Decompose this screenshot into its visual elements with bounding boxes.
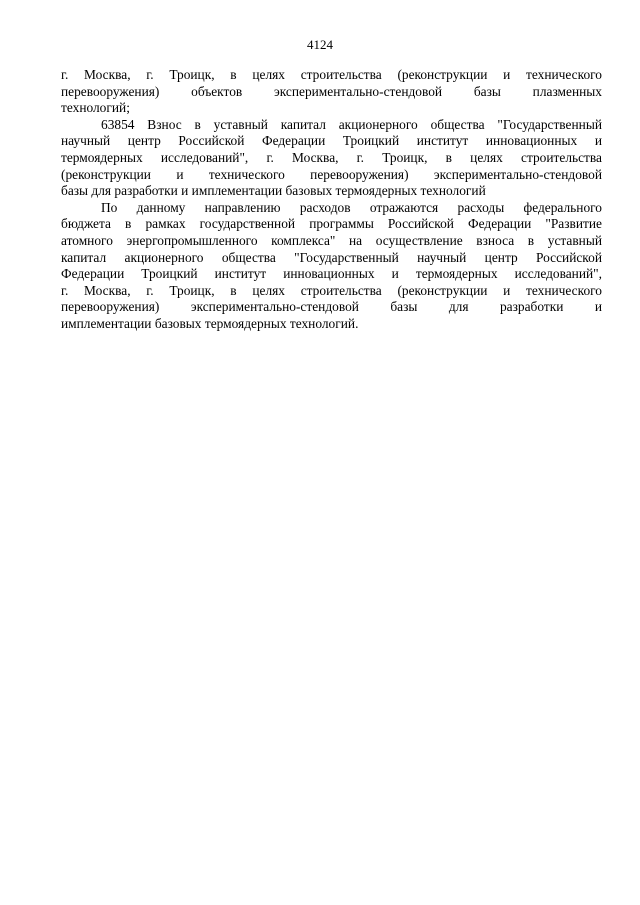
paragraph-2-line: базы для разработки и имплементации базовых термоядерных технологий xyxy=(61,183,486,199)
paragraph-3-line: атомного энергопромышленного комплекса" на осуществление взноса в уставный xyxy=(61,232,602,248)
paragraph-2-line: (реконструкции и технического перевооружения) экспериментально-стендовой xyxy=(61,166,602,182)
paragraph-3-line: капитал акционерного общества "Государственный научный центр Российской xyxy=(61,249,602,265)
paragraph-1-line: г. Москва, г. Троицк, в целях строительства (реконструкции и технического xyxy=(61,67,602,82)
paragraph-3-line: Федерации Троицкий институт инновационных и термоядерных исследований", xyxy=(61,266,602,282)
paragraph-3-line: бюджета в рамках государственной программы Российской Федерации "Развитие xyxy=(61,216,602,232)
paragraph-2-line: 63854 Взнос в уставный капитал акционерного общества "Государственный xyxy=(101,116,602,132)
paragraph-3-line: имплементации базовых термоядерных технологий. xyxy=(61,315,359,331)
paragraph-3-line: г. Москва, г. Троицк, в целях строительства (реконструкции и технического xyxy=(61,282,602,298)
page-number: 4124 xyxy=(307,37,333,52)
paragraph-2-line: термоядерных исследований", г. Москва, г. Троицк, в целях строительства xyxy=(61,149,602,165)
paragraph-3-line: По данному направлению расходов отражаются расходы федерального xyxy=(101,199,602,215)
paragraph-1-line: технологий; xyxy=(61,100,130,116)
document-body xyxy=(61,67,602,333)
paragraph-2-line: научный центр Российской Федерации Троицкий институт инновационных и xyxy=(61,133,602,149)
paragraph-1-line: перевооружения) объектов экспериментально-стендовой базы плазменных xyxy=(61,83,602,99)
paragraph-3-line: перевооружения) экспериментально-стендовой базы для разработки и xyxy=(61,299,602,315)
